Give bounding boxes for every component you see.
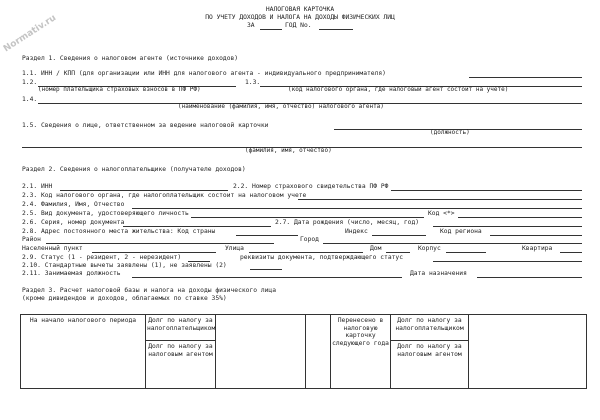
table-header-period-start: На начало налогового периода [21,315,146,389]
section3-title: Раздел 3. Расчет налоговой базы и налога на доходы физического лица [22,287,277,294]
field-2-10-label: 2.10. Стандартные вычеты заявлены (1), не заявлены (2) [22,262,227,269]
city-label: Город [300,236,319,243]
appointment-date-label: Дата назначения [410,270,467,277]
table-header-taxpayer-debt-next: Долг по налогу за налогоплательщиком [391,315,469,341]
year-field[interactable] [260,29,282,30]
field-2-10-input[interactable] [250,269,282,270]
field-2-6-label: 2.6. Серия, номер документа [22,219,125,226]
field-2-7-label: 2.7. Дата рождения (число, месяц, год) [275,219,420,226]
field-2-2-label: 2.2. Номер страхового свидетельства ПФ РФ [233,183,389,190]
field-2-9-label: 2.9. Статус (1 - резидент, 2 - нерезидент) [22,254,182,261]
street-input[interactable] [249,252,363,253]
field-2-4-input[interactable] [132,208,582,209]
field-2-3-input[interactable] [298,199,582,200]
field-2-11-label: 2.11. Занимаемая должность [22,270,121,277]
apartment-label: Квартира [522,245,553,252]
house-label: Дом [370,245,382,252]
field-2-1-input[interactable] [60,190,228,191]
field-2-8-label: 2.8. Адрес постоянного места жительства: Код страны [22,228,216,235]
doc-code-label: Код <*> [428,210,455,217]
field-1-2-hint: (номер плательщика страховых взносов в ПФ РФ) [38,86,201,93]
field-1-5-position-hint: (должность) [430,129,470,136]
field-2-6-input[interactable] [123,226,271,227]
doc-code-input[interactable] [458,217,582,218]
field-1-4-hint: (наименование (фамилия, имя, отчество) налогового агента) [178,103,384,110]
table-header-agent-debt: Долг по налогу за налоговым агентом [146,341,216,389]
table-header-agent-debt-next: Долг по налогу за налоговым агентом [391,341,469,389]
form-subtitle: ПО УЧЕТУ ДОХОДОВ И НАЛОГА НА ДОХОДЫ ФИЗИЧЕСКИХ ЛИЦ [205,14,395,21]
city-input[interactable] [323,243,582,244]
field-1-2-label: 1.2. [22,79,38,86]
district-input[interactable] [46,243,274,244]
field-2-5-input[interactable] [191,217,424,218]
section1-title: Раздел 1. Сведения о налоговом агенте (источнике доходов) [22,55,239,62]
apartment-input[interactable] [560,252,582,253]
field-1-5-label: 1.5. Сведения о лице, ответственном за ведение налоговой карточки [22,122,269,129]
card-number-field[interactable] [319,29,353,30]
field-2-1-label: 2.1. ИНН [22,183,53,190]
field-1-4-label: 1.4. [22,96,38,103]
field-1-3-label: 1.3. [245,79,261,86]
section3-subtitle: (кроме дивидендов и доходов, облагаемых по ставке 35%) [22,295,227,302]
watermark: Normativ.ru [2,13,59,55]
tax-base-table [20,314,587,389]
building-input[interactable] [446,252,486,253]
settlement-input[interactable] [92,252,216,253]
settlement-label: Населенный пункт [22,245,83,252]
table-cell-narrow-blank[interactable] [306,315,331,389]
index-input[interactable] [372,235,426,236]
region-label: Код региона [440,228,482,235]
field-2-4-label: 2.4. Фамилия, Имя, Отчество [22,201,125,208]
field-2-9-doc-label: реквизиты документа, подтверждающего статус [240,254,404,261]
field-2-5-label: 2.5. Вид документа, удостоверяющего личность [22,210,189,217]
field-2-11-input[interactable] [132,277,402,278]
field-2-9-doc-input[interactable] [433,261,582,262]
year-number-label: ГОД No. [285,22,312,29]
street-label: Улица [225,245,244,252]
house-input[interactable] [386,252,410,253]
field-1-1-input[interactable] [469,77,582,78]
country-code-input[interactable] [236,235,298,236]
building-label: Корпус [418,245,441,252]
table-cell-start-blank[interactable] [216,315,306,389]
field-1-5-name-hint: (фамилия, имя, отчество) [245,147,332,154]
field-1-1-label: 1.1. ИНН / КПП (для организации или ИНН для налогового агента - индивидуального предпринимателя) [22,70,386,77]
field-2-2-input[interactable] [391,190,582,191]
year-prefix: ЗА [247,22,255,29]
form-title: НАЛОГОВАЯ КАРТОЧКА [265,6,335,13]
section2-title: Раздел 2. Сведения о налогоплательщике (получателе доходов) [22,166,246,173]
region-input[interactable] [490,235,582,236]
field-2-7-input[interactable] [433,226,582,227]
appointment-date-input[interactable] [477,277,582,278]
field-2-3-label: 2.3. Код налогового органа, где налогоплательщик состоит на налоговом учете [22,192,307,199]
district-label: Район [22,236,41,243]
table-header-carried-forward: Перенесено в налоговую карточку следующего года [331,315,391,389]
field-1-3-hint: (код налогового органа, где налоговый агент состоит на учете) [288,86,509,93]
table-cell-end-blank[interactable] [469,315,587,389]
index-label: Индекс [345,228,368,235]
table-header-taxpayer-debt: Долг по налогу за налогоплательщиком [146,315,216,341]
